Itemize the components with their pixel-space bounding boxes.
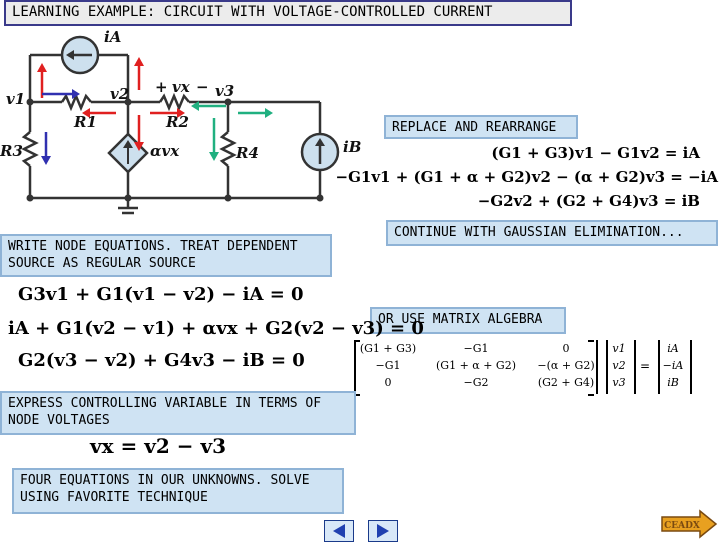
matrix-cell: (G1 + G3) (359, 342, 417, 355)
rearranged-eq-2: −G1v1 + (G1 + α + G2)v2 − (α + G2)v3 = −iA (335, 168, 718, 186)
matrix-var: v3 (612, 376, 626, 389)
label-v3: v3 (215, 82, 235, 100)
replace-rearrange-box: REPLACE AND REARRANGE (384, 115, 578, 139)
next-arrow-label: CEADX (664, 521, 700, 531)
express-box: EXPRESS CONTROLLING VARIABLE IN TERMS OF NODE VOLTAGES (0, 391, 356, 435)
label-ib: iB (343, 138, 362, 156)
label-v1: v1 (6, 90, 26, 108)
matrix-cell: 0 (562, 342, 570, 355)
arrow-right-icon (660, 509, 718, 539)
matrix-cell: −G2 (463, 376, 489, 389)
circuit-diagram (0, 26, 370, 222)
gaussian-box: CONTINUE WITH GAUSSIAN ELIMINATION... (386, 220, 718, 246)
matrix-cell: −G1 (463, 342, 489, 355)
matrix-cell: −G1 (375, 359, 401, 372)
matrix-cell: (G2 + G4) (537, 376, 595, 389)
label-v2: v2 (110, 85, 130, 103)
slide-title: LEARNING EXAMPLE: CIRCUIT WITH VOLTAGE-CONTROLLED CURRENT (4, 0, 572, 26)
next-slide-button[interactable] (368, 520, 398, 542)
label-r2: R2 (166, 113, 189, 131)
label-r4: R4 (236, 144, 259, 162)
label-r3: R3 (0, 142, 23, 160)
node-eq-2: iA + G1(v2 − v1) + αvx + G2(v2 − v3) = 0 (8, 318, 424, 339)
matrix-equation (354, 340, 716, 396)
rearranged-eq-3: −G2v2 + (G2 + G4)v3 = iB (477, 192, 700, 210)
next-arrow-button[interactable] (660, 509, 718, 539)
matrix-box: OR USE MATRIX ALGEBRA (370, 307, 566, 334)
matrix-cell: (G1 + α + G2) (435, 359, 517, 372)
label-ia: iA (104, 28, 122, 46)
matrix-rhs: iB (667, 376, 679, 389)
node-equations-box: WRITE NODE EQUATIONS. TREAT DEPENDENT SOURCE AS REGULAR SOURCE (0, 234, 332, 277)
vx-equation: vx = v2 − v3 (90, 434, 226, 458)
matrix-var: v2 (612, 359, 626, 372)
label-plus: + (155, 78, 168, 96)
four-equations-box: FOUR EQUATIONS IN OUR UNKNOWNS. SOLVE USING FAVORITE TECHNIQUE (12, 468, 344, 514)
label-minus: − (196, 78, 209, 96)
matrix-rhs: −iA (662, 359, 684, 372)
matrix-cell: 0 (384, 376, 392, 389)
rearranged-equations (335, 144, 718, 216)
node-eq-1: G3v1 + G1(v1 − v2) − iA = 0 (18, 284, 304, 305)
node-eq-3: G2(v3 − v2) + G4v3 − iB = 0 (18, 350, 305, 371)
matrix-rhs: iA (667, 342, 679, 355)
label-alpha-vx: αvx (150, 142, 180, 160)
previous-slide-button[interactable] (324, 520, 354, 542)
matrix-var: v1 (612, 342, 626, 355)
rearranged-eq-1: (G1 + G3)v1 − G1v2 = iA (491, 144, 700, 162)
matrix-equals: = (640, 359, 651, 373)
label-vx: vx (172, 78, 190, 96)
matrix-cell: −(α + G2) (537, 359, 595, 372)
label-r1: R1 (74, 113, 97, 131)
